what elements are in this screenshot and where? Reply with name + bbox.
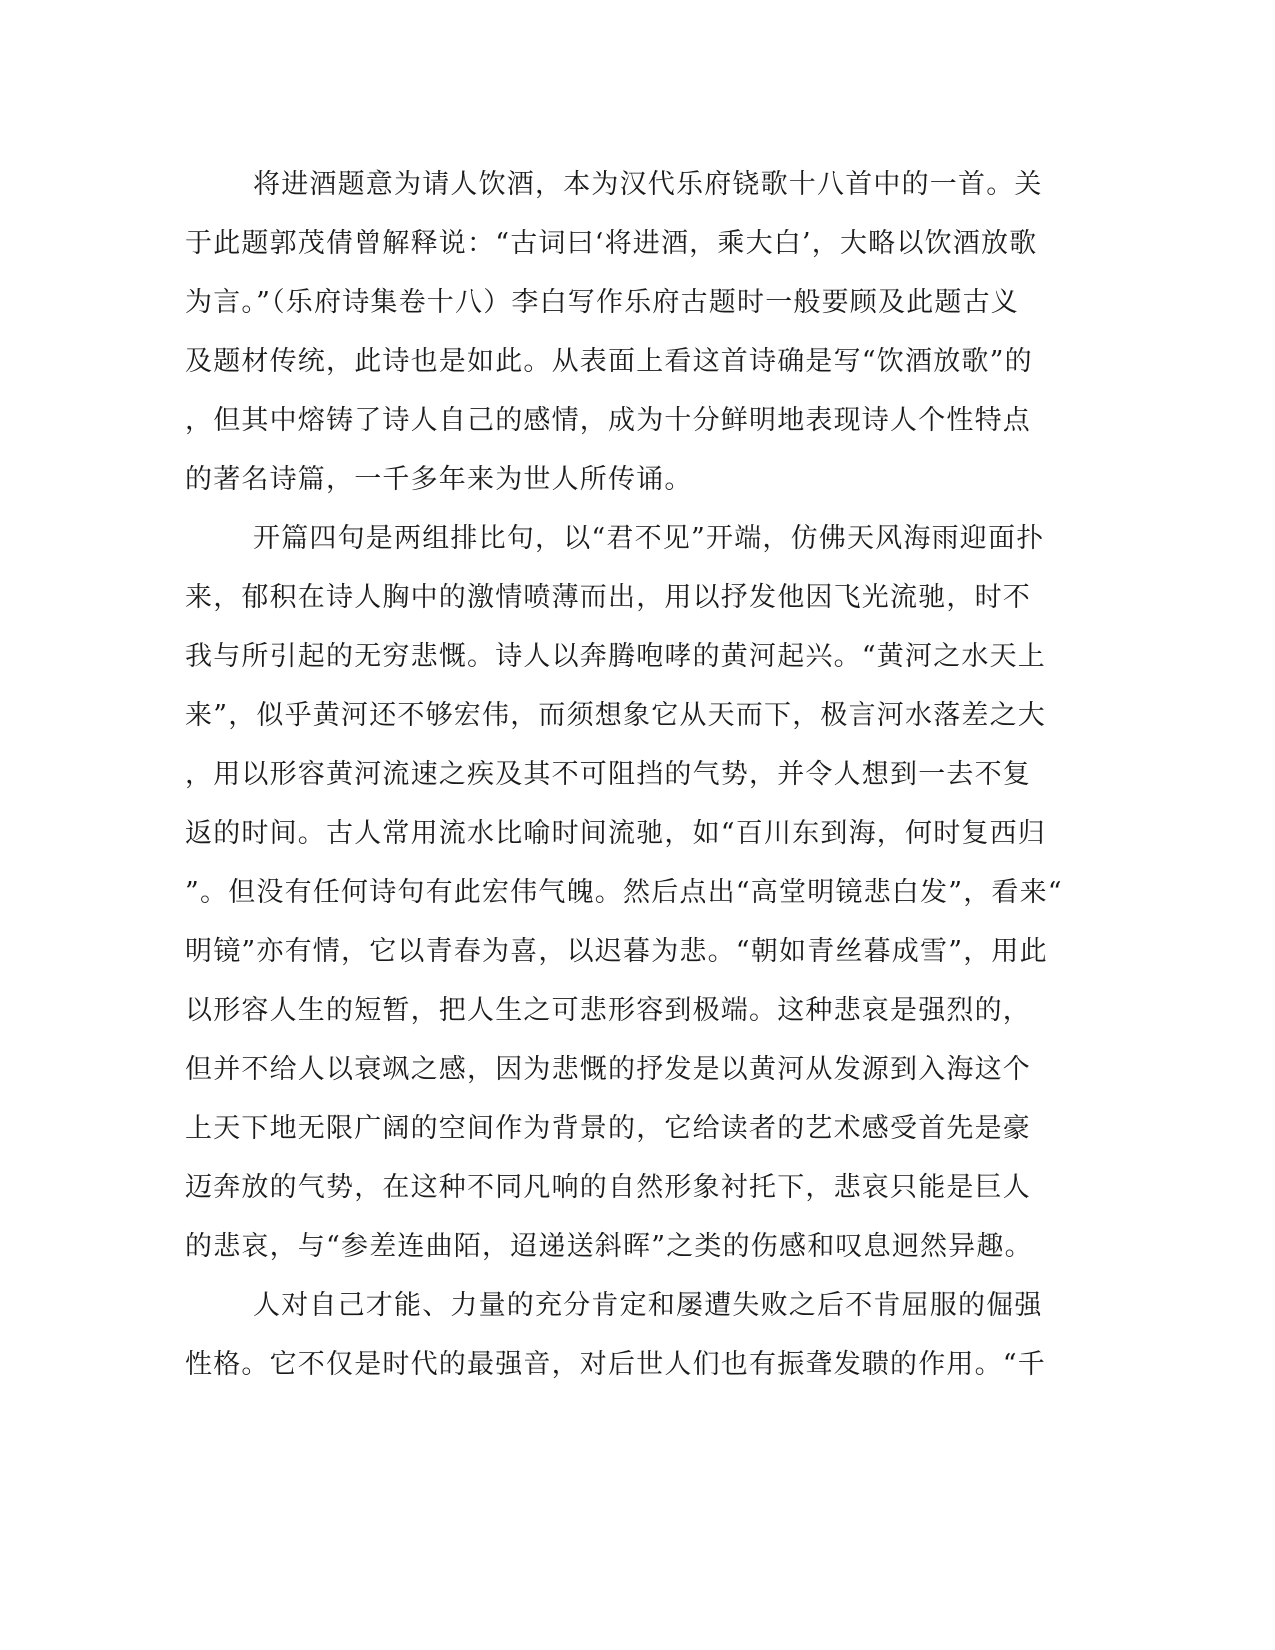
paragraph-2	[185, 509, 1065, 1276]
text-line: 迈奔放的气势，在这种不同凡响的自然形象衬托下，悲哀只能是巨人	[185, 1172, 1031, 1203]
text-line: 将进酒题意为请人饮酒，本为汉代乐府铙歌十八首中的一首。关	[253, 169, 1043, 200]
text-line: 上天下地无限广阔的空间作为背景的，它给读者的艺术感受首先是豪	[185, 1113, 1031, 1144]
text-line: 返的时间。古人常用流水比喻时间流驰，如“百川东到海，何时复西归	[185, 818, 1047, 849]
text-line: 的著名诗篇，一千多年来为世人所传诵。	[185, 464, 693, 495]
text-line: 开篇四句是两组排比句，以“君不见”开端，仿佛天风海雨迎面扑	[253, 523, 1045, 554]
paragraph-3	[185, 1276, 1065, 1394]
text-line: 于此题郭茂倩曾解释说：“古词曰‘将进酒，乘大白’，大略以饮酒放歌	[185, 228, 1038, 259]
text-line: ，但其中熔铸了诗人自己的感情，成为十分鲜明地表现诗人个性特点	[185, 405, 1031, 436]
text-line: 来，郁积在诗人胸中的激情喷薄而出，用以抒发他因飞光流驰，时不	[185, 582, 1031, 613]
text-line: 来”，似乎黄河还不够宏伟，而须想象它从天而下，极言河水落差之大	[185, 700, 1047, 731]
text-line: 性格。它不仅是时代的最强音，对后世人们也有振聋发聩的作用。“千	[185, 1349, 1047, 1380]
text-line: 我与所引起的无穷悲慨。诗人以奔腾咆哮的黄河起兴。“黄河之水天上	[185, 641, 1047, 672]
text-line: 以形容人生的短暂，把人生之可悲形容到极端。这种悲哀是强烈的，	[185, 995, 1031, 1026]
body-text	[185, 155, 1065, 1394]
text-line: 及题材传统，此诗也是如此。从表面上看这首诗确是写“饮酒放歌”的	[185, 346, 1033, 377]
text-line: ，用以形容黄河流速之疾及其不可阻挡的气势，并令人想到一去不复	[185, 759, 1031, 790]
text-line: 人对自己才能、力量的充分肯定和屡遭失败之后不肯屈服的倔强	[253, 1290, 1043, 1321]
text-line: ”。但没有任何诗句有此宏伟气魄。然后点出“高堂明镜悲白发”，看来“	[185, 877, 1063, 908]
text-line: 的悲哀，与“参差连曲陌，迢递送斜晖”之类的伤感和叹息迥然异趣。	[185, 1231, 1033, 1262]
paragraph-1	[185, 155, 1065, 509]
text-line: 为言。”（乐府诗集卷十八）李白写作乐府古题时一般要顾及此题古义	[185, 287, 1020, 318]
text-line: 但并不给人以衰飒之感，因为悲慨的抒发是以黄河从发源到入海这个	[185, 1054, 1031, 1085]
text-line: 明镜”亦有情，它以青春为喜，以迟暮为悲。“朝如青丝暮成雪”，用此	[185, 936, 1048, 967]
